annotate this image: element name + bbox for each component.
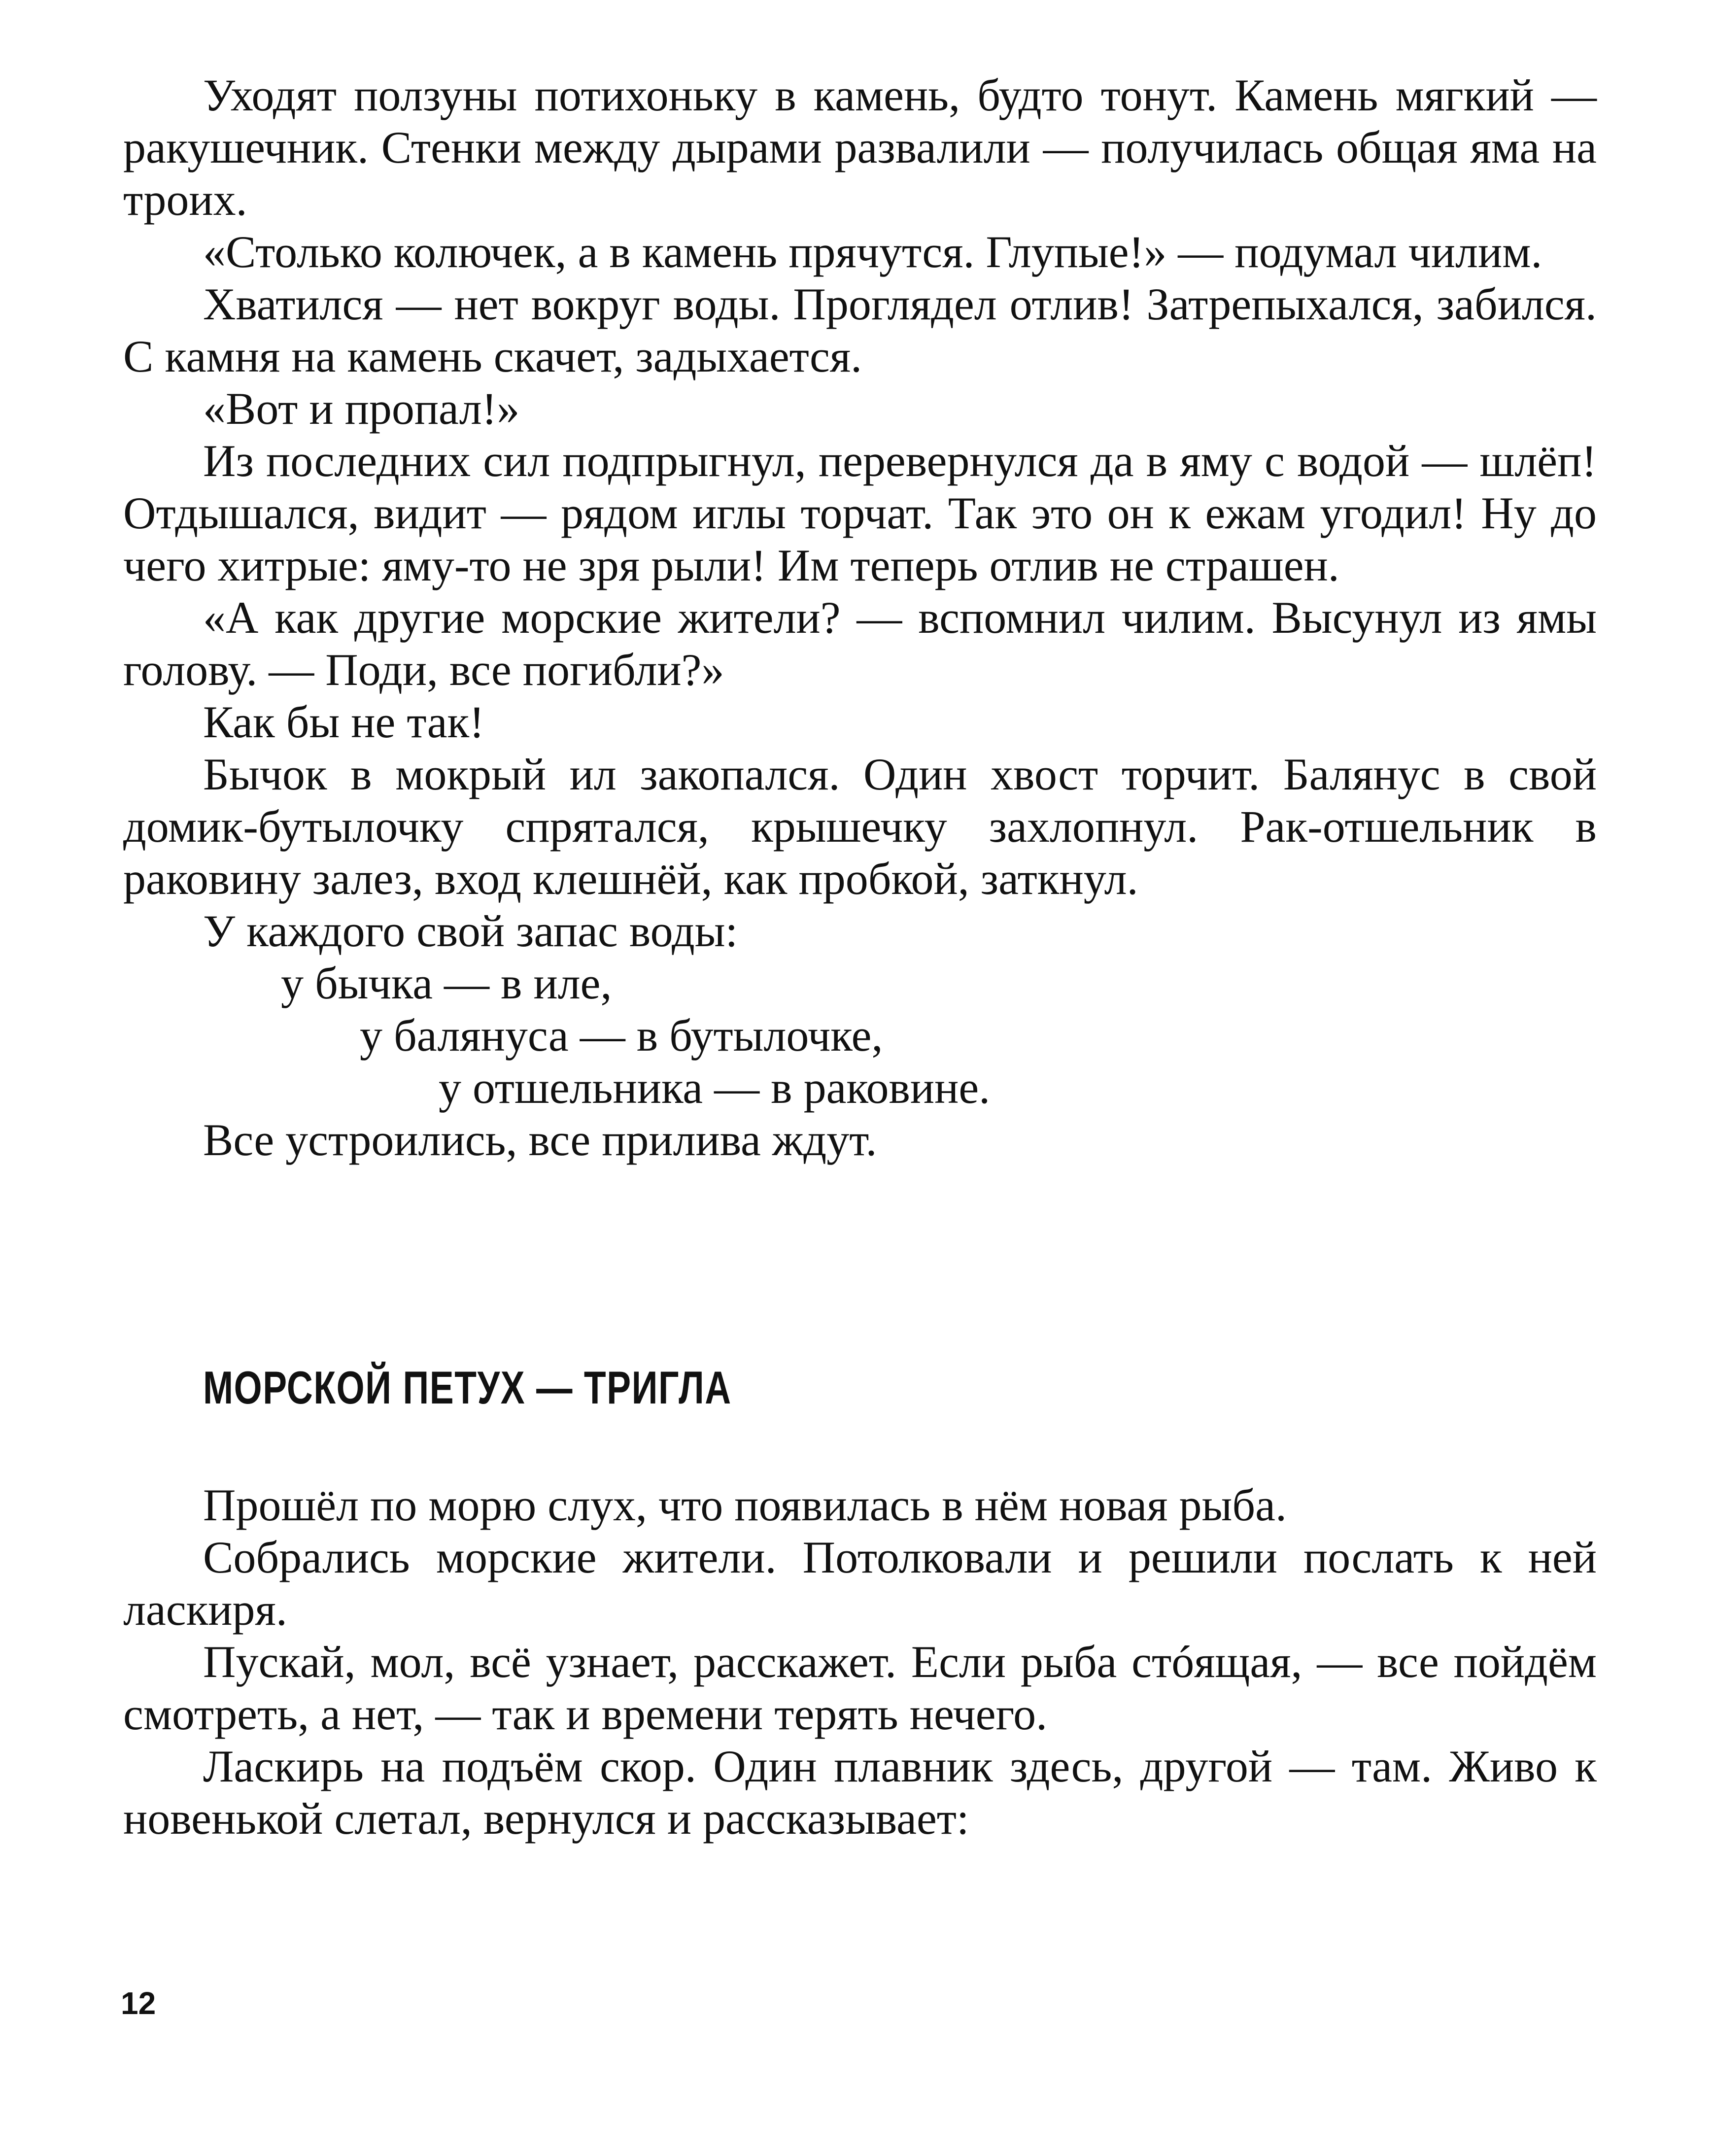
paragraph: Бычок в мокрый ил закопался. Один хвост торчит. Балянус в свой домик-бутылочку спрятался, крышечку захлопнул. Рак-отшельник в раковину залез, вход клешнёй, как пробкой, заткнул. <box>123 749 1597 904</box>
section-spacer <box>123 1166 1597 1361</box>
paragraph: «А как другие морские жители? — вспомнил чилим. Высунул из ямы голову. — Поди, все погибли?» <box>123 592 1597 695</box>
paragraph: Собрались морские жители. Потолковали и решили послать к ней ласкиря. <box>123 1532 1597 1635</box>
book-page <box>123 69 1597 1845</box>
page-number: 12 <box>121 1985 156 2021</box>
paragraph: Ласкирь на подъём скор. Один плавник здесь, другой — там. Живо к новенькой слетал, вернулся и рассказывает: <box>123 1741 1597 1844</box>
section-heading: МОРСКОЙ ПЕТУХ — ТРИГЛА <box>203 1362 732 1413</box>
paragraph: «Столько колючек, а в камень прячутся. Глупые!» — подумал чилим. <box>203 227 1542 277</box>
paragraph: Прошёл по морю слух, что появилась в нём новая рыба. <box>203 1480 1287 1530</box>
stair-line: у бычка — в иле, <box>281 958 612 1008</box>
heading-spacer <box>123 1415 1597 1479</box>
paragraph: Пускай, мол, всё узнает, расскажет. Если рыба стóящая, — все пойдём смотреть, а нет, — так и времени терять нечего. <box>123 1637 1597 1739</box>
closing-line: Все устроились, все прилива ждут. <box>203 1115 877 1165</box>
paragraph: У каждого свой запас воды: <box>203 906 738 956</box>
paragraph: Уходят ползуны потихоньку в камень, будто тонут. Камень мягкий — ракушечник. Стенки между дырами развалили — получилась общая яма на троих. <box>123 70 1597 225</box>
story-text-bottom <box>123 1479 1597 1845</box>
paragraph: «Вот и пропал!» <box>203 383 520 434</box>
stair-line: у балянуса — в бутылочке, <box>360 1010 883 1061</box>
paragraph: Как бы не так! <box>203 697 484 747</box>
stair-line: у отшельника — в раковине. <box>439 1062 991 1113</box>
story-text-top <box>123 69 1597 1166</box>
paragraph: Из последних сил подпрыгнул, перевернулся да в яму с водой — шлёп! Отдышался, видит — рядом иглы торчат. Так это он к ежам угодил! Ну до чего хитрые: яму-то не зря рыли! Им теперь отлив не страшен. <box>123 436 1597 590</box>
paragraph: Хватился — нет вокруг воды. Проглядел отлив! Затрепыхался, забился. С камня на камень скачет, задыхается. <box>123 279 1597 381</box>
